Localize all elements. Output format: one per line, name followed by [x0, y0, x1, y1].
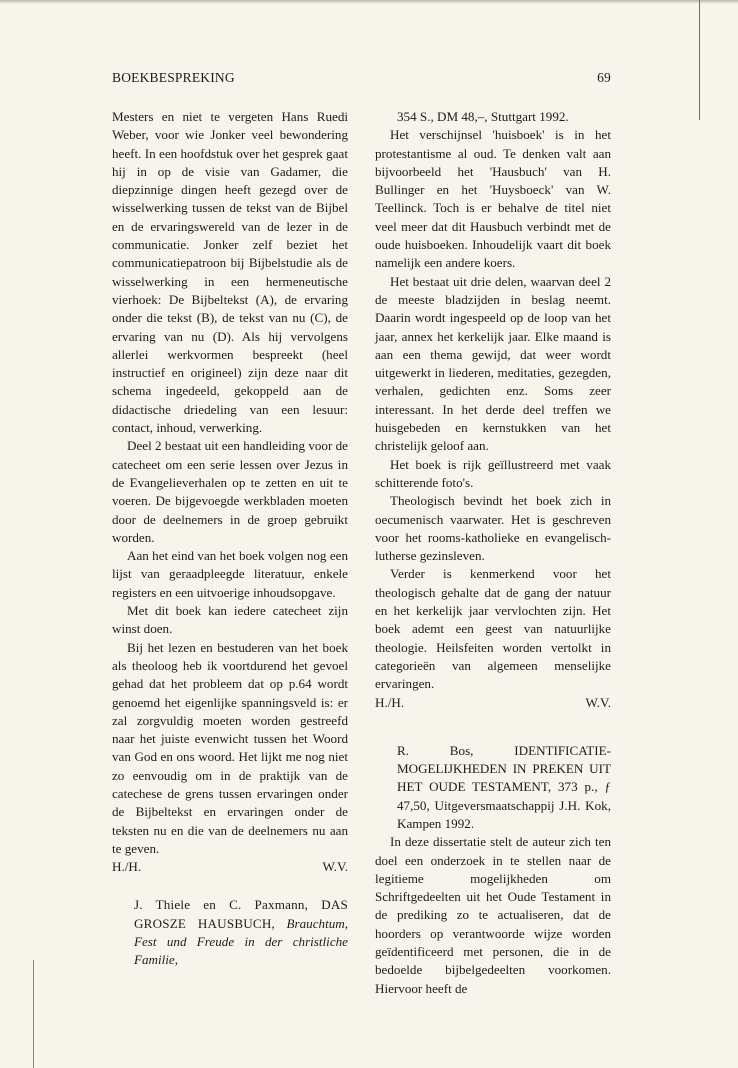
paragraph: Theologisch bevindt het boek zich in oecumenisch vaarwater. Het is geschreven voor het rooms-katholieke en evangelisch-lutherse gezinsleven.	[375, 493, 611, 564]
paragraph: Aan het eind van het boek volgen nog een lijst van geraadpleegde literatuur, enkele registers en een uitvoerige inhoudsopgave.	[112, 548, 348, 600]
signature-initials: H./H.	[375, 694, 405, 710]
scan-edge-left	[33, 960, 34, 1068]
scan-edge-right	[699, 0, 700, 120]
paragraph: Het verschijnsel 'huisboek' is in het protestantisme al oud. Te denken valt aan bijvoorbeeld het 'Hausbuch' van H. Bullinger en het 'Huysboeck' van W. Teellinck. Toch is er behalve de titel niet veel meer dat dit Hausbuch verbindt met de oude huisboeken. Inhoudelijk vaart dit boek namelijk een andere koers.	[375, 127, 611, 271]
page-number: 69	[597, 70, 611, 85]
review-heading: R. Bos, IDENTIFICATIE-MOGELIJKHEDEN IN PREKEN UIT HET OUDE TESTAMENT, 373 p., ƒ 47,50, Uitgeversmaatschappij J.H. Kok, Kampen 1992.	[397, 742, 611, 831]
paragraph: Met dit boek kan iedere catecheet zijn winst doen.	[112, 603, 348, 637]
right-column	[375, 108, 611, 998]
paragraph: Deel 2 bestaat uit een handleiding voor de catecheet om een serie lessen over Jezus in de Evangelieverhalen op te zetten en uit te voeren. De bijgevoegde werkbladen moeten door de deelnemers in de groep gebruikt worden.	[112, 438, 348, 545]
signature-line	[112, 858, 348, 876]
scan-edge-top	[0, 0, 738, 4]
reviewer-initials: W.V.	[585, 694, 611, 710]
review-heading-subtitle: Brauchtum, Fest und Freude in der christliche Familie,	[134, 915, 348, 968]
paragraph: Verder is kenmerkend voor het theologisch gehalte dat de gang der natuur en het kerkelijk jaar vervlochten zijn. Het boek ademt een geest van natuurlijke theologie. Heilsfeiten worden vertolkt in categorieën van algemeen menselijke ervaringen.	[375, 566, 611, 692]
paragraph: Mesters en niet te vergeten Hans Ruedi Weber, voor wie Jonker veel bewondering heeft. In een hoofdstuk over het gesprek gaat hij in op de visie van Gadamer, die diepzinnige dingen heeft gezegd over de wisselwerking tussen de tekst van de Bijbel en de ervaringswereld van de lezer in de communicatie. Jonker zelf beziet het communicatiepatroon bij Bijbelstudie als de wisselwerking in een hermeneutische vierhoek: De Bijbeltekst (A), de ervaring onder die tekst (B), de tekst van nu (C), de ervaring van nu (D). Als hij vervolgens allerlei werkvormen bespreekt (heel instructief en origineel) zijn deze naar dit schema ingedeeld, gekoppeld aan de didactische driedeling van een lesuur: contact, inhoud, verwerking.	[112, 109, 348, 436]
signature-initials: H./H.	[112, 859, 142, 875]
review-heading	[112, 896, 348, 969]
paragraph: Het bestaat uit drie delen, waarvan deel 2 de meeste bladzijden in beslag neemt. Daarin wordt ingespeeld op de loop van het jaar, annex het kerkelijk jaar. Elke maand is aan een thema gewijd, dat weer wordt uitgewerkt in liederen, meditaties, gezegden, verhalen, gedichten enz. Soms zeer interessant. In het derde deel treffen we huisgebeden en kernstukken van het christelijk geloof aan.	[375, 273, 611, 454]
running-title: BOEKBESPREKING	[112, 70, 235, 85]
review-heading-continued: 354 S., DM 48,–, Stuttgart 1992.	[397, 109, 569, 124]
review-heading-authors: J. Thiele en C. Paxmann, DAS GROSZE HAUSBUCH,	[134, 897, 348, 931]
paragraph: Bij het lezen en bestuderen van het boek als theoloog heb ik voortdurend het gevoel gehad dat het probleem dat op p.64 wordt genoemd het eigenlijke spanningsveld is: er zal zorgvuldig moeten worden gestreefd naar het juiste evenwicht tussen het Woord van God en ons woord. Het lijkt me nog niet zo eenvoudig om in de praktijk van de catechese de grens tussen ervaringen onder de Bijbeltekst en ervaringen onder de teksten nu en die van de deelnemers nu aan te geven.	[112, 639, 348, 856]
paragraph: In deze dissertatie stelt de auteur zich ten doel een onderzoek in te stellen naar de legitieme mogelijkheden om Schriftgedeelten uit het Oude Testament in de prediking zo te actualiseren, dat de hoorders op verantwoorde wijze worden geïdentificeerd met personen, die in de bedoelde bijbelgedeelten voorkomen. Hiervoor heeft de	[375, 834, 611, 996]
signature-line	[375, 694, 611, 712]
reviewer-initials: W.V.	[322, 859, 348, 875]
paragraph: Het boek is rijk geïllustreerd met vaak schitterende foto's.	[375, 456, 611, 490]
left-column	[112, 108, 348, 970]
